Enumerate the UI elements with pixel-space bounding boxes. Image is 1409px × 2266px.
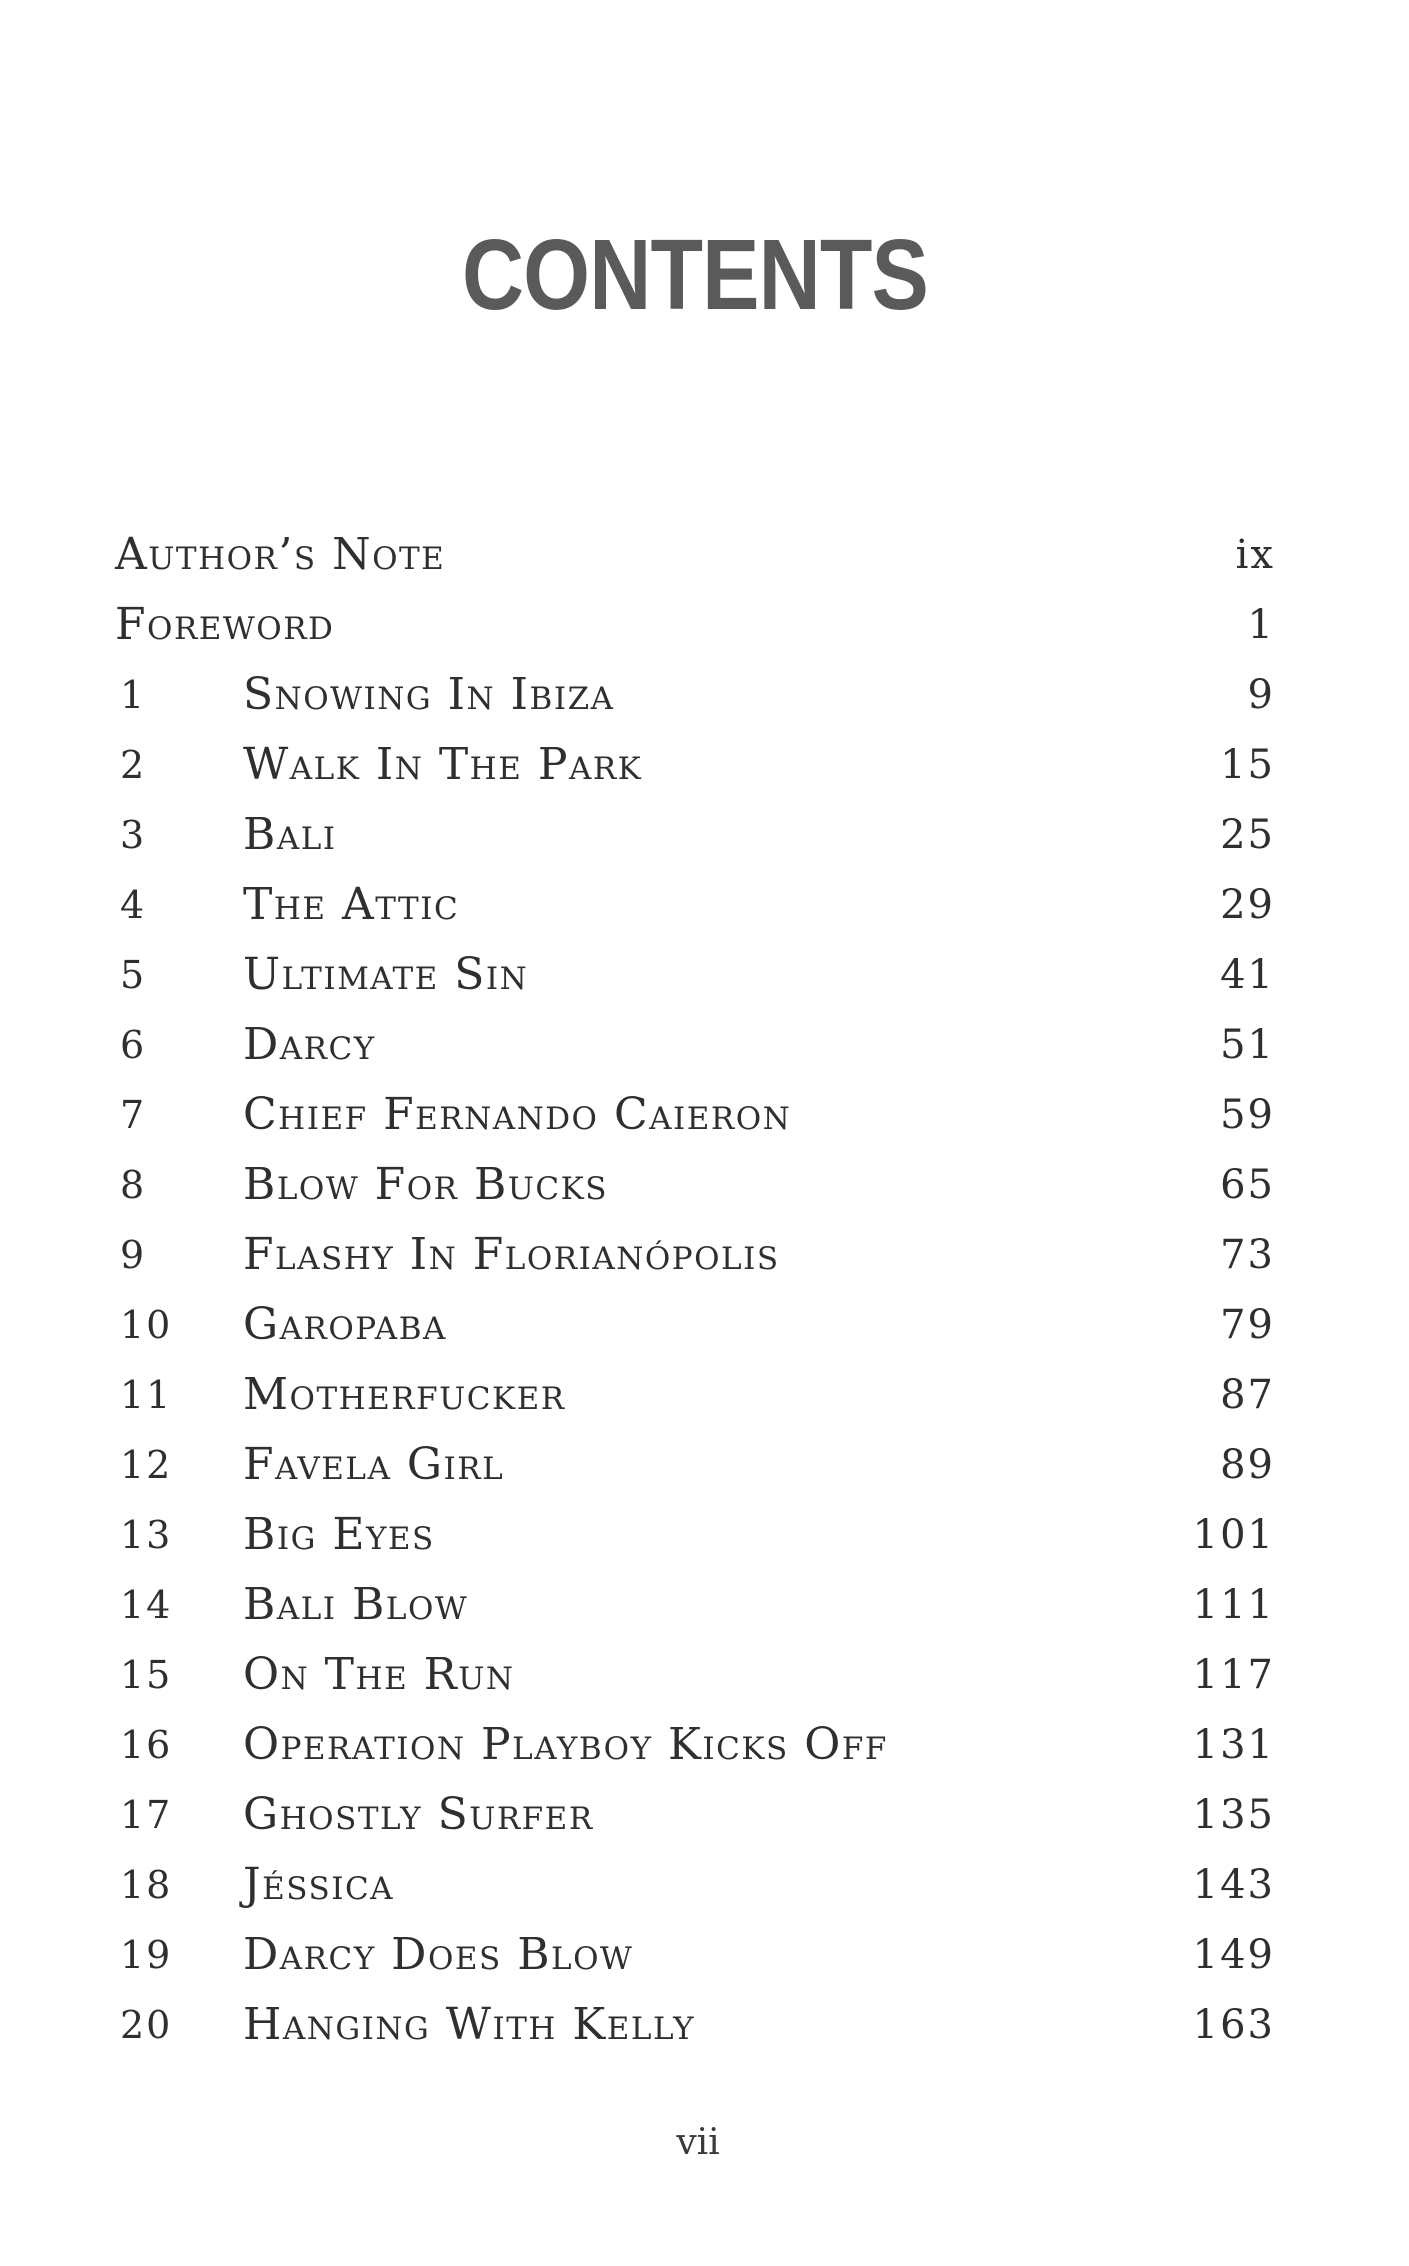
chapter-title: Darcy Does Blow (243, 1929, 634, 1980)
page-number: vii (676, 2122, 720, 2163)
chapter-title: Flashy In Florianópolis (243, 1229, 780, 1280)
toc-entry-title: Foreword (115, 599, 335, 650)
chapter-page: 9 (1247, 672, 1275, 718)
toc-chapter-row (115, 1430, 1275, 1500)
page-title: CONTENTS (461, 219, 929, 331)
chapter-title: Snowing In Ibiza (243, 669, 615, 720)
chapter-number: 10 (120, 1303, 173, 1347)
toc-chapter-row (115, 940, 1275, 1010)
chapter-page: 111 (1192, 1582, 1275, 1628)
chapter-page: 65 (1220, 1162, 1275, 1208)
chapter-page: 117 (1192, 1652, 1275, 1698)
chapter-page: 29 (1220, 882, 1275, 928)
toc-chapter-row (115, 1710, 1275, 1780)
chapter-number: 17 (120, 1793, 173, 1837)
toc-entry-title: Author’s Note (115, 529, 446, 580)
chapter-title: Ultimate Sin (243, 949, 529, 1000)
toc-chapter-row (115, 1570, 1275, 1640)
chapter-page: 131 (1192, 1722, 1275, 1768)
toc-chapter-row (115, 1990, 1275, 2060)
toc-chapter-row (115, 800, 1275, 870)
toc-chapter-row (115, 1850, 1275, 1920)
chapter-page: 51 (1220, 1022, 1275, 1068)
chapter-number: 6 (120, 1023, 147, 1067)
chapter-title: Ghostly Surfer (243, 1789, 594, 1840)
chapter-number: 2 (120, 743, 147, 787)
toc-chapter-row (115, 660, 1275, 730)
chapter-number: 12 (120, 1443, 173, 1487)
chapter-title: Motherfucker (243, 1369, 566, 1420)
chapter-title: Blow For Bucks (243, 1159, 609, 1210)
chapter-number: 13 (120, 1513, 173, 1557)
chapter-title: Walk In The Park (243, 739, 643, 790)
chapter-number: 18 (120, 1863, 173, 1907)
table-of-contents (115, 520, 1275, 2060)
toc-chapter-row (115, 1920, 1275, 1990)
chapter-number: 3 (120, 813, 147, 857)
toc-chapter-row (115, 1150, 1275, 1220)
chapter-page: 41 (1220, 952, 1275, 998)
toc-entry-page: ix (1235, 532, 1275, 578)
toc-entry-page: 1 (1247, 602, 1275, 648)
chapter-title: Big Eyes (243, 1509, 435, 1560)
chapter-number: 14 (120, 1583, 173, 1627)
toc-chapter-row (115, 1500, 1275, 1570)
chapter-number: 4 (120, 883, 147, 927)
chapter-title: On The Run (243, 1649, 515, 1700)
chapter-title: Bali (243, 809, 337, 860)
toc-entry-foreword (115, 590, 1275, 660)
chapter-number: 15 (120, 1653, 173, 1697)
chapter-page: 143 (1192, 1862, 1275, 1908)
chapter-number: 8 (120, 1163, 147, 1207)
chapter-title: Garopaba (243, 1299, 447, 1350)
chapter-page: 149 (1192, 1932, 1275, 1978)
chapter-title: Chief Fernando Caieron (243, 1089, 792, 1140)
chapter-title: Operation Playboy Kicks Off (243, 1719, 888, 1770)
chapter-title: Jéssica (243, 1859, 395, 1910)
toc-chapter-row (115, 1780, 1275, 1850)
chapter-number: 16 (120, 1723, 173, 1767)
toc-chapter-row (115, 1290, 1275, 1360)
chapter-page: 15 (1220, 742, 1275, 788)
toc-chapter-row (115, 1360, 1275, 1430)
chapter-number: 5 (120, 953, 147, 997)
toc-chapter-row (115, 730, 1275, 800)
chapter-number: 11 (120, 1373, 173, 1417)
chapter-number: 19 (120, 1933, 173, 1977)
chapter-page: 163 (1192, 2002, 1275, 2048)
toc-chapter-row (115, 1640, 1275, 1710)
toc-chapter-row (115, 1080, 1275, 1150)
chapter-page: 59 (1220, 1092, 1275, 1138)
toc-chapter-row (115, 1220, 1275, 1290)
chapter-number: 20 (120, 2003, 173, 2047)
chapter-title: Hanging With Kelly (243, 1999, 696, 2050)
chapter-page: 79 (1220, 1302, 1275, 1348)
chapter-title: Favela Girl (243, 1439, 505, 1490)
chapter-number: 7 (120, 1093, 147, 1137)
chapter-title: The Attic (243, 879, 460, 930)
chapter-number: 1 (120, 673, 147, 717)
chapter-title: Darcy (243, 1019, 376, 1070)
toc-chapter-row (115, 870, 1275, 940)
chapter-page: 101 (1192, 1512, 1275, 1558)
chapter-page: 25 (1220, 812, 1275, 858)
toc-entry-authors-note (115, 520, 1275, 590)
chapter-page: 89 (1220, 1442, 1275, 1488)
chapter-page: 135 (1192, 1792, 1275, 1838)
chapter-page: 73 (1220, 1232, 1275, 1278)
toc-chapter-row (115, 1010, 1275, 1080)
chapter-number: 9 (120, 1233, 147, 1277)
chapter-title: Bali Blow (243, 1579, 469, 1630)
chapter-page: 87 (1220, 1372, 1275, 1418)
